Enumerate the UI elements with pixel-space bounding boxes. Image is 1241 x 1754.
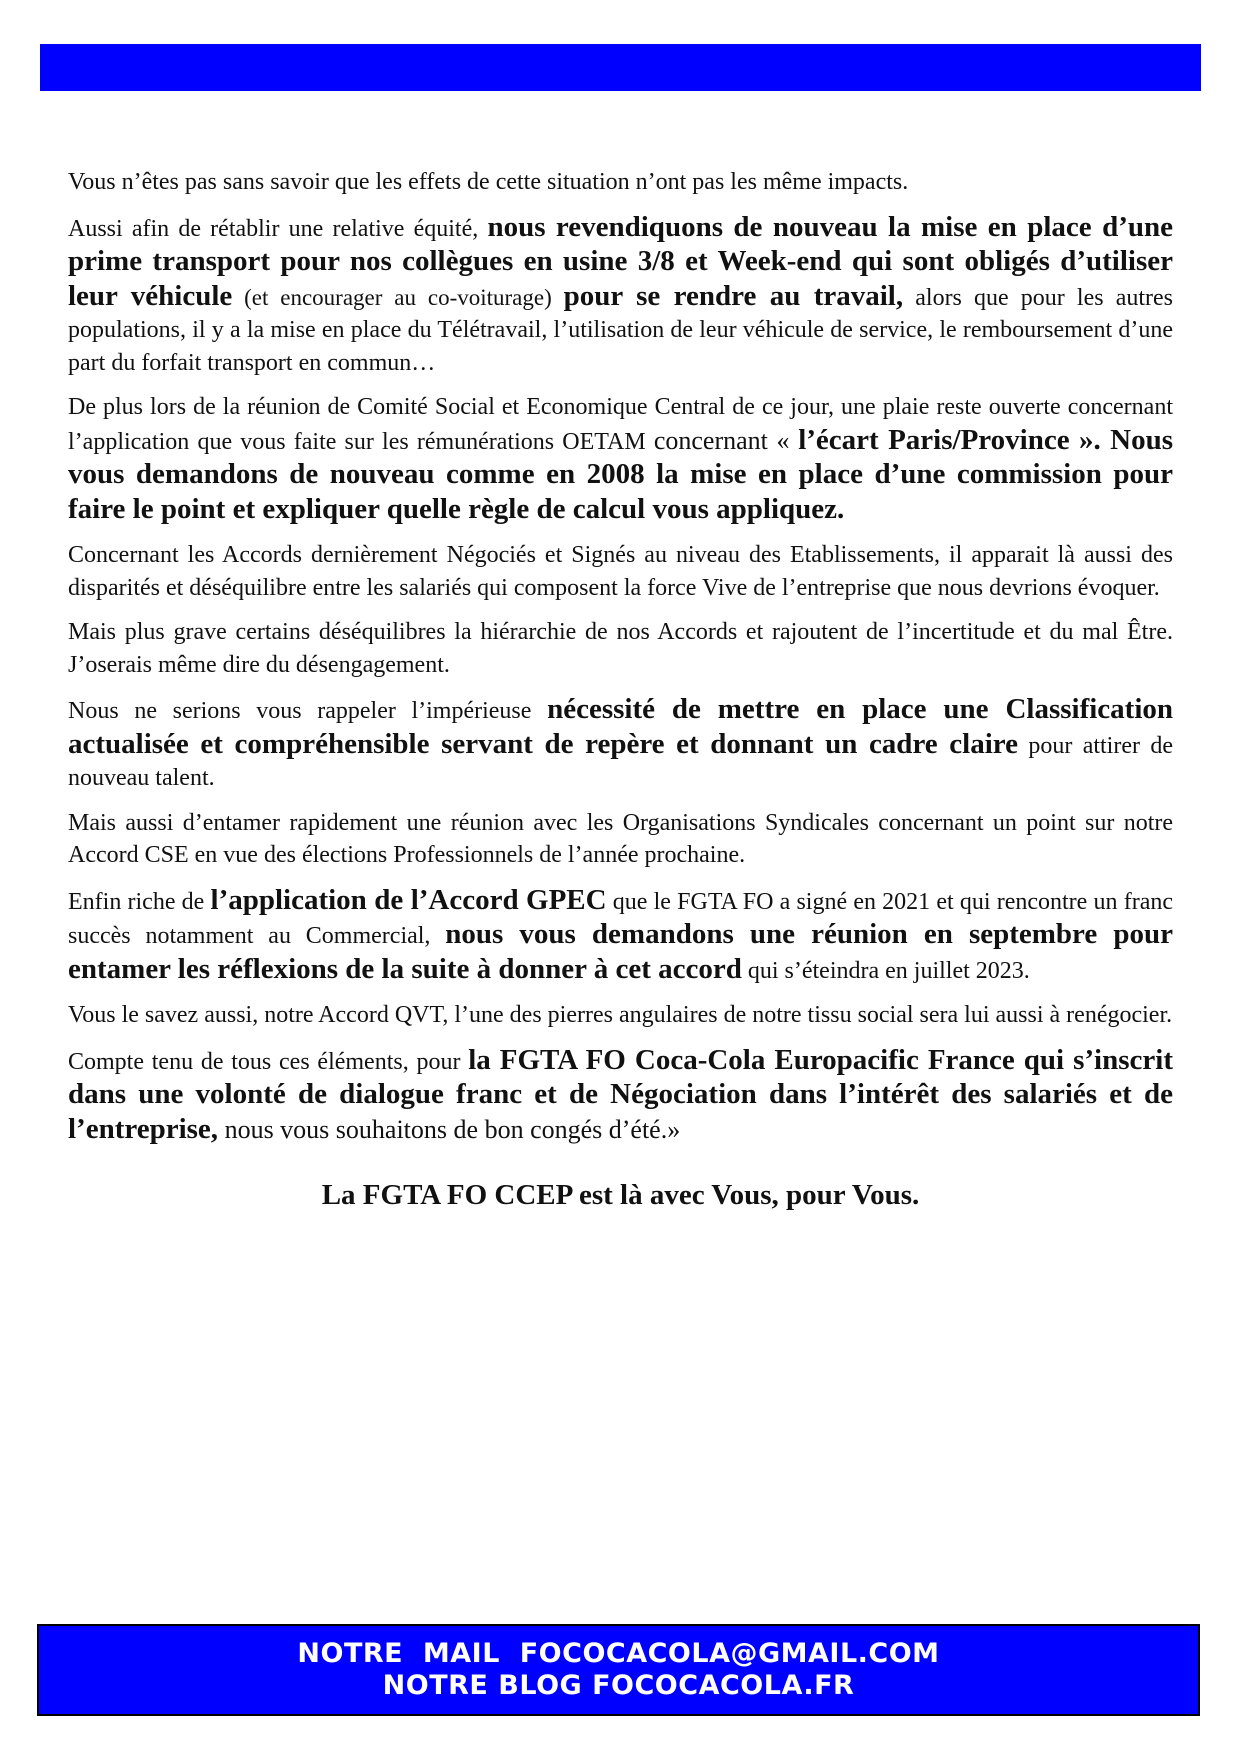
paragraph-prime-transport: Aussi afin de rétablir une relative équité, nous revendiquons de nouveau la mise en place d’une prime transport pour nos collègues en usine 3/8 et Week-end qui sont obligés d’utiliser leur véhicule (et encourager au co-voiturage) pour se rendre au travail, alors que pour les autres populations, il y a la mise en place du Télétravail, l’utilisation de leur véhicule de service, le remboursement d’une part du forfait transport en commun… bbox=[68, 210, 1174, 376]
paragraph-classification: Nous ne serions vous rappeler l’impérieuse nécessité de mettre en place une Classification actualisée et compréhensible servant de repère et donnant un cadre claire pour attirer de nouveau talent. bbox=[68, 693, 1174, 791]
paragraph-accords-etablissements: Concernant les Accords dernièrement Négociés et Signés au niveau des Etablissements, il apparait là aussi des disparités et déséquilibre entre les salariés qui composent la force Vive de l’entreprise que nous devrions évoquer. bbox=[68, 542, 1173, 601]
signoff: La FGTA FO CCEP est là avec Vous, pour Vous. bbox=[321, 1179, 920, 1211]
paragraph-intro: Vous n’êtes pas sans savoir que les effets de cette situation n’ont pas les même impacts. bbox=[68, 169, 909, 195]
footer-contact-box bbox=[37, 1624, 1200, 1716]
paragraph-desequilibres: Mais plus grave certains déséquilibres la hiérarchie de nos Accords et rajoutent de l’incertitude et du mal Être. J’oserais même dire du désengagement. bbox=[68, 619, 1173, 678]
paragraph-qvt: Vous le savez aussi, notre Accord QVT, l’une des pierres angulaires de notre tissu social sera lui aussi à renégocier. bbox=[68, 1002, 1173, 1028]
footer-mail: NOTRE MAIL FOCOCACOLA@GMAIL.COM bbox=[297, 1638, 940, 1669]
paragraph-ecart-paris-province: De plus lors de la réunion de Comité Social et Economique Central de ce jour, une plaie reste ouverte concernant l’application que vous faite sur les rémunérations OETAM concernant « l’écart Paris/Province ». Nous vous demandons de nouveau comme en 2008 la mise en place d’une commission pour faire le point et expliquer quelle règle de calcul vous appliquez. bbox=[68, 394, 1173, 525]
letter-body bbox=[68, 166, 1173, 1213]
header-bar bbox=[40, 44, 1201, 91]
paragraph-conclusion: Compte tenu de tous ces éléments, pour la FGTA FO Coca-Cola Europacific France qui s’inscrit dans une volonté de dialogue franc et de Négociation dans l’intérêt des salariés et de l’entreprise, nous vous souhaitons de bon congés d’été.» bbox=[68, 1043, 1173, 1145]
footer-blog: NOTRE BLOG FOCOCACOLA.FR bbox=[382, 1670, 855, 1701]
paragraph-gpec: Enfin riche de l’application de l’Accord GPEC que le FGTA FO a signé en 2021 et qui rencontre un franc succès notamment au Commercial, nous vous demandons une réunion en septembre pour entamer les réflexions de la suite à donner à cet accord qui s’éteindra en juillet 2023. bbox=[68, 883, 1173, 985]
paragraph-accord-cse: Mais aussi d’entamer rapidement une réunion avec les Organisations Syndicales concernant un point sur notre Accord CSE en vue des élections Professionnels de l’année prochaine. bbox=[68, 809, 1173, 868]
